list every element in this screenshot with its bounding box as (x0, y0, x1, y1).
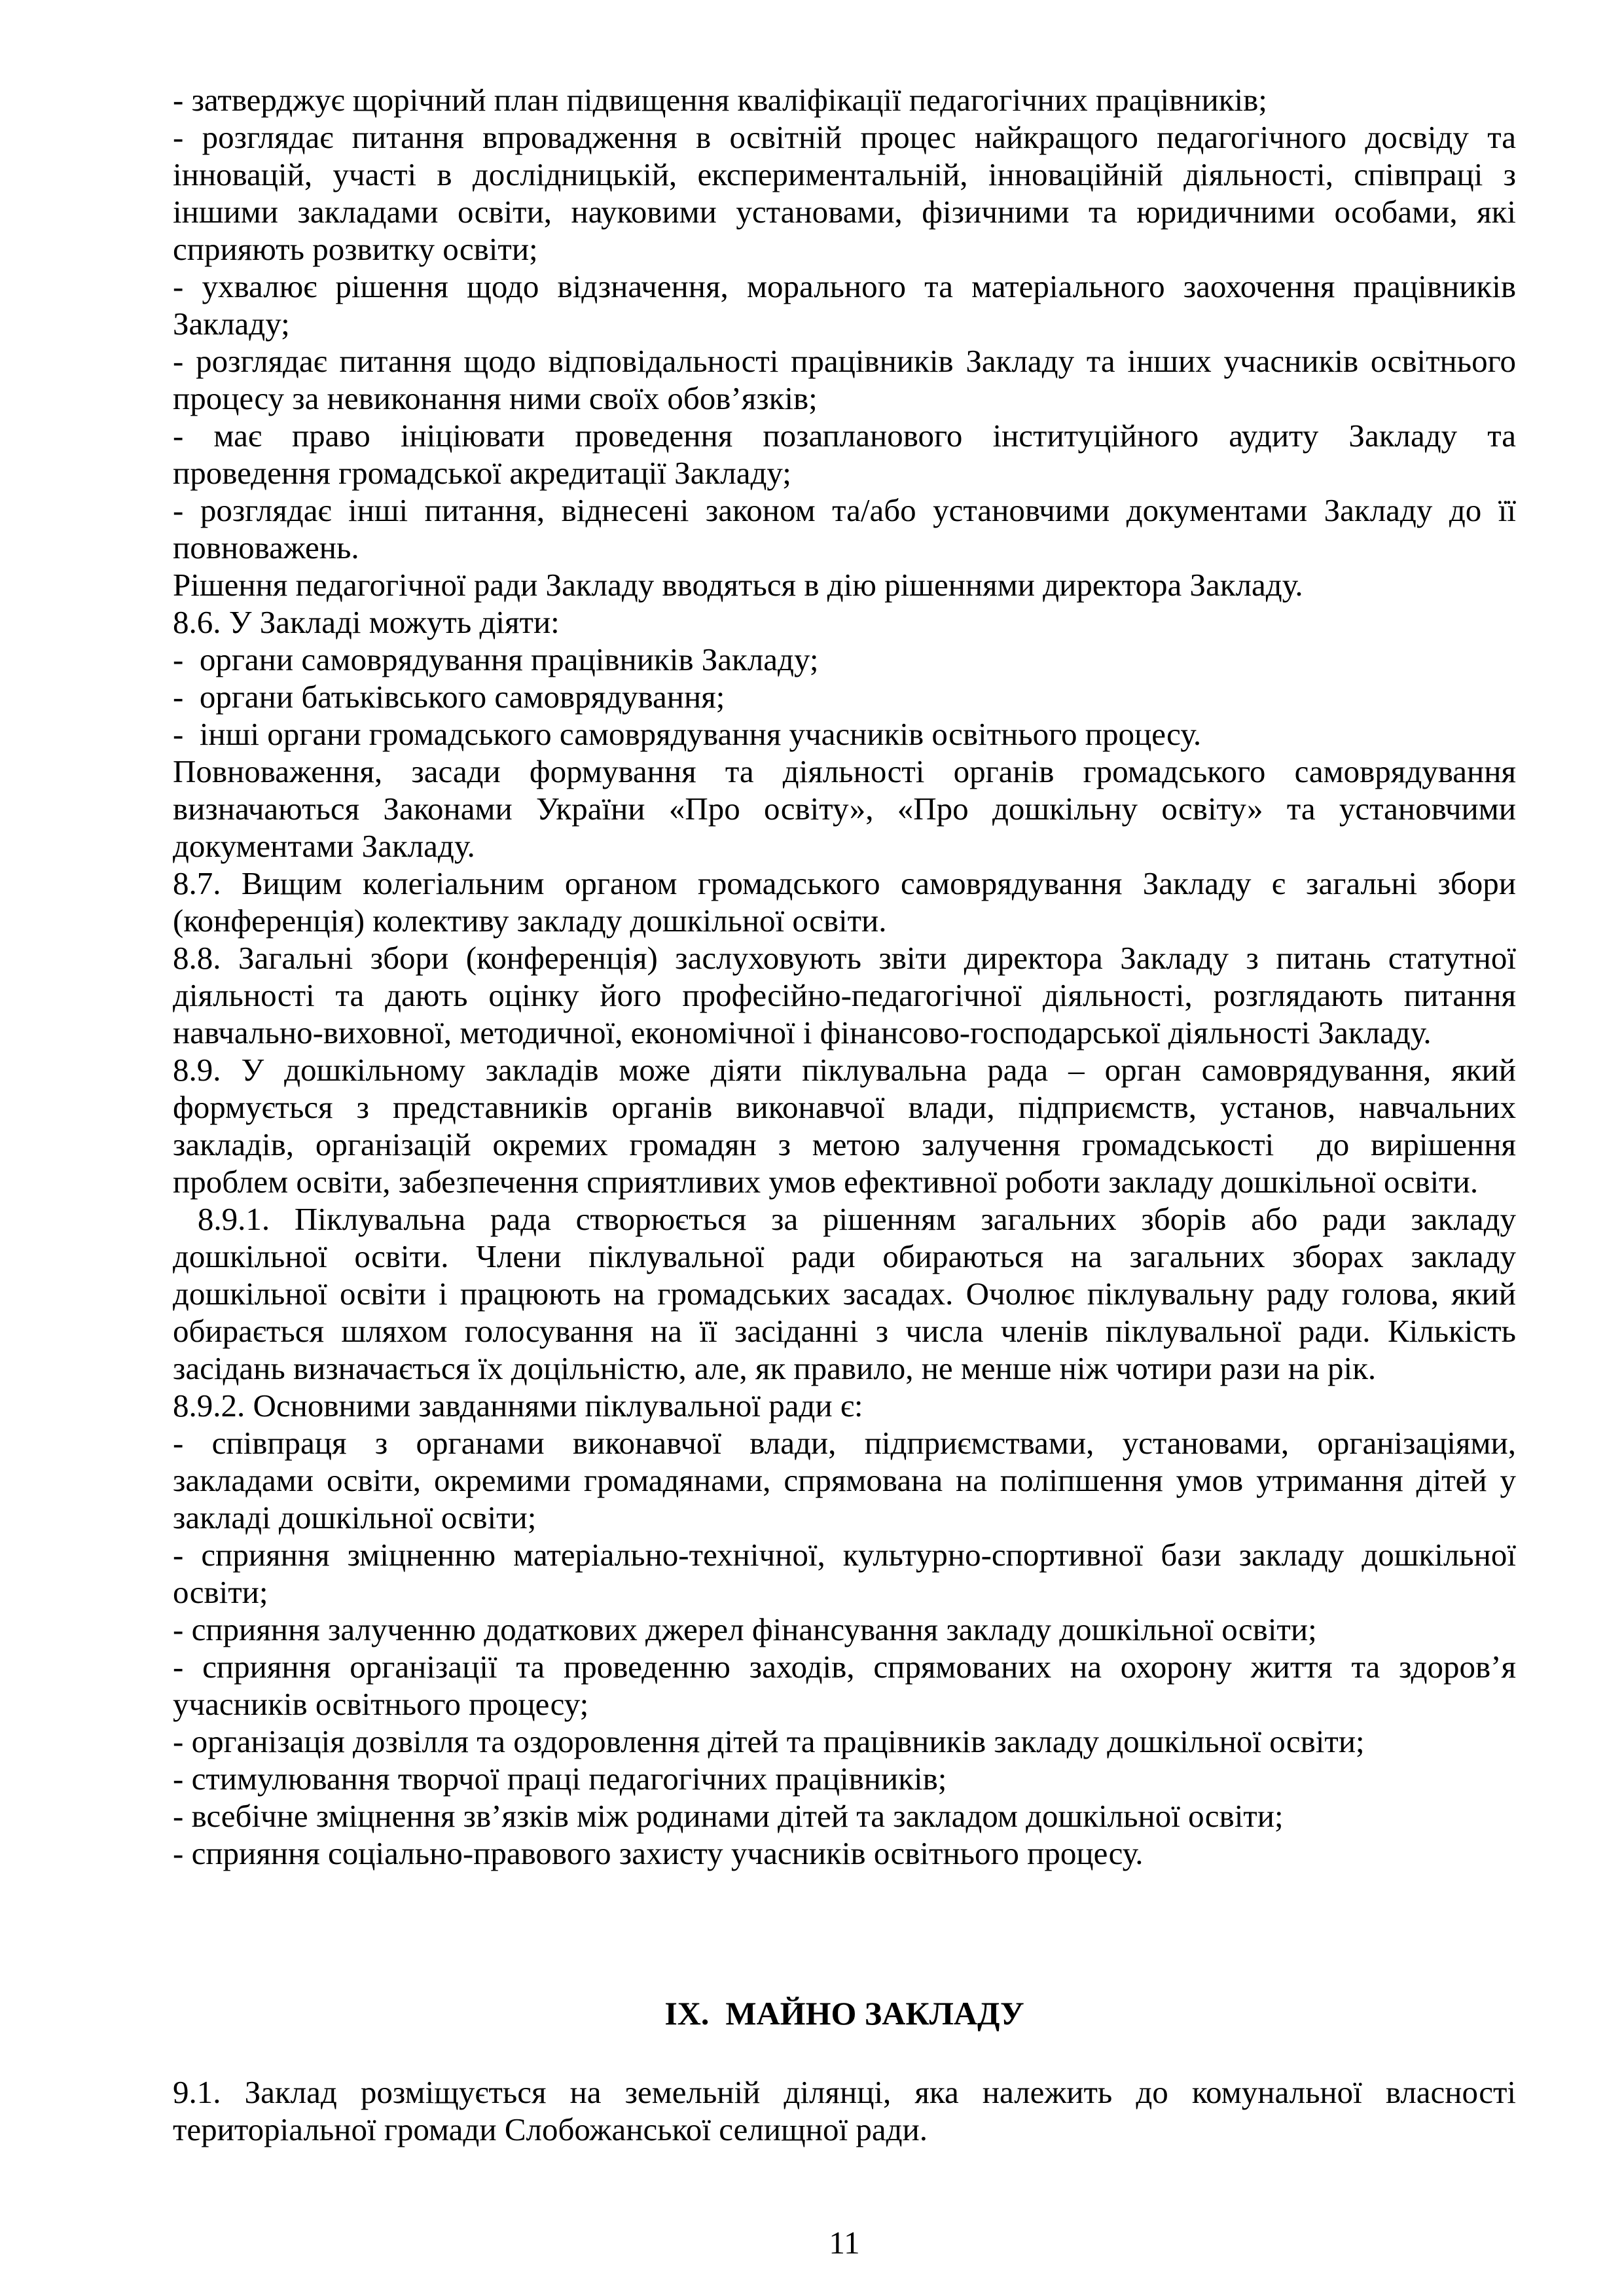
text-line: - має право ініціювати проведення позапланового інституційного аудиту Закладу та (173, 418, 1516, 454)
section-heading: ІХ. МАЙНО ЗАКЛАДУ (664, 1995, 1024, 2032)
text-line: сприяють розвитку освіти; (173, 231, 538, 267)
text-line: дошкільної освіти. Члени піклувальної ради обираються на загальних зборах закладу (173, 1238, 1516, 1274)
text-line: закладами освіти, окремими громадянами, спрямована на поліпшення умов утримання дітей у (173, 1462, 1516, 1498)
text-line: інновацій, участі в дослідницькій, експериментальній, інноваційній діяльності, співпраці з (173, 156, 1516, 192)
text-line: освіти; (173, 1574, 268, 1610)
text-line: Повноваження, засади формування та діяльності органів громадського самоврядування (173, 753, 1516, 789)
text-line: проблем освіти, забезпечення сприятливих умов ефективної роботи закладу дошкільної освіти. (173, 1164, 1479, 1200)
text-line: дошкільної освіти і працюють на громадських засадах. Очолює піклувальну раду голова, який (173, 1276, 1516, 1312)
text-line: - співпраця з органами виконавчої влади, підприємствами, установами, організаціями, (173, 1425, 1516, 1461)
text-line: - ухвалює рішення щодо відзначення, морального та матеріального заохочення працівників (173, 268, 1516, 304)
text-line: - органи самоврядування працівників Закладу; (173, 641, 819, 677)
text-line: повноважень. (173, 529, 359, 565)
text-line: учасників освітнього процесу; (173, 1686, 589, 1722)
text-line: 8.6. У Закладі можуть діяти: (173, 604, 560, 640)
text-line: обирається шляхом голосування на її засіданні з числа членів піклувальної ради. Кількість (173, 1313, 1516, 1349)
text-line: Закладу; (173, 306, 290, 342)
text-line: 8.9. У дошкільному закладів може діяти піклувальна рада – орган самоврядування, який (173, 1052, 1516, 1088)
text-line: - сприяння залученню додаткових джерел фінансування закладу дошкільної освіти; (173, 1611, 1317, 1647)
text-line: - сприяння соціально-правового захисту учасників освітнього процесу. (173, 1835, 1144, 1871)
text-line: - розглядає інші питання, віднесені законом та/або установчими документами Закладу до її (173, 492, 1516, 528)
document-body (173, 81, 1516, 1872)
page-number: 11 (829, 2225, 860, 2261)
text-line: закладів, організацій окремих громадян з метою залучення громадськості до вирішення (173, 1126, 1516, 1162)
text-line: - розглядає питання впровадження в освітній процес найкращого педагогічного досвіду та (173, 119, 1516, 155)
text-line: 8.7. Вищим колегіальним органом громадського самоврядування Закладу є загальні збори (173, 865, 1516, 901)
text-line: - всебічне зміцнення зв’язків між родинами дітей та закладом дошкільної освіти; (173, 1798, 1284, 1834)
text-line: Рішення педагогічної ради Закладу вводяться в дію рішеннями директора Закладу. (173, 567, 1303, 603)
text-line: (конференція) колективу закладу дошкільної освіти. (173, 903, 887, 939)
section-9-body (173, 2073, 1516, 2148)
text-line: навчально-виховної, методичної, економічної і фінансово-господарської діяльності Закладу. (173, 1014, 1432, 1050)
text-line: - сприяння зміцненню матеріально-технічної, культурно-спортивної бази закладу дошкільної (173, 1537, 1516, 1573)
text-line: визначаються Законами України «Про освіту», «Про дошкільну освіту» та установчими (173, 791, 1516, 827)
text-line: засідань визначається їх доцільністю, але, як правило, не менше ніж чотири рази на рік. (173, 1350, 1377, 1386)
text-line: проведення громадської акредитації Закладу; (173, 455, 791, 491)
text-line: 8.9.1. Піклувальна рада створюється за рішенням загальних зборів або ради закладу (173, 1201, 1516, 1237)
text-line: - організація дозвілля та оздоровлення дітей та працівників закладу дошкільної освіти; (173, 1723, 1365, 1759)
text-line: формується з представників органів виконавчої влади, підприємств, установ, навчальних (173, 1089, 1516, 1125)
text-line: - органи батьківського самоврядування; (173, 679, 725, 715)
text-line: територіальної громади Слобожанської селищної ради. (173, 2111, 928, 2147)
text-line: - розглядає питання щодо відповідальності працівників Закладу та інших учасників освітнього (173, 343, 1516, 379)
text-line: іншими закладами освіти, науковими установами, фізичними та юридичними особами, які (173, 194, 1516, 230)
text-line: процесу за невиконання ними своїх обов’язків; (173, 380, 818, 416)
text-line: - інші органи громадського самоврядування учасників освітнього процесу. (173, 716, 1202, 752)
text-line: діяльності та дають оцінку його професійно-педагогічної діяльності, розглядають питання (173, 977, 1516, 1013)
text-line: 8.9.2. Основними завданнями піклувальної ради є: (173, 1388, 863, 1424)
text-line: документами Закладу. (173, 828, 475, 864)
text-line: 8.8. Загальні збори (конференція) заслуховують звіти директора Закладу з питань статутної (173, 940, 1516, 976)
text-line: - сприяння організації та проведенню заходів, спрямованих на охорону життя та здоров’я (173, 1649, 1516, 1685)
text-line: 9.1. Заклад розміщується на земельній ділянці, яка належить до комунальної власності (173, 2074, 1516, 2110)
text-line: - стимулювання творчої праці педагогічних працівників; (173, 1761, 947, 1797)
text-line: закладі дошкільної освіти; (173, 1499, 537, 1535)
text-line: - затверджує щорічний план підвищення кваліфікації педагогічних працівників; (173, 82, 1267, 118)
